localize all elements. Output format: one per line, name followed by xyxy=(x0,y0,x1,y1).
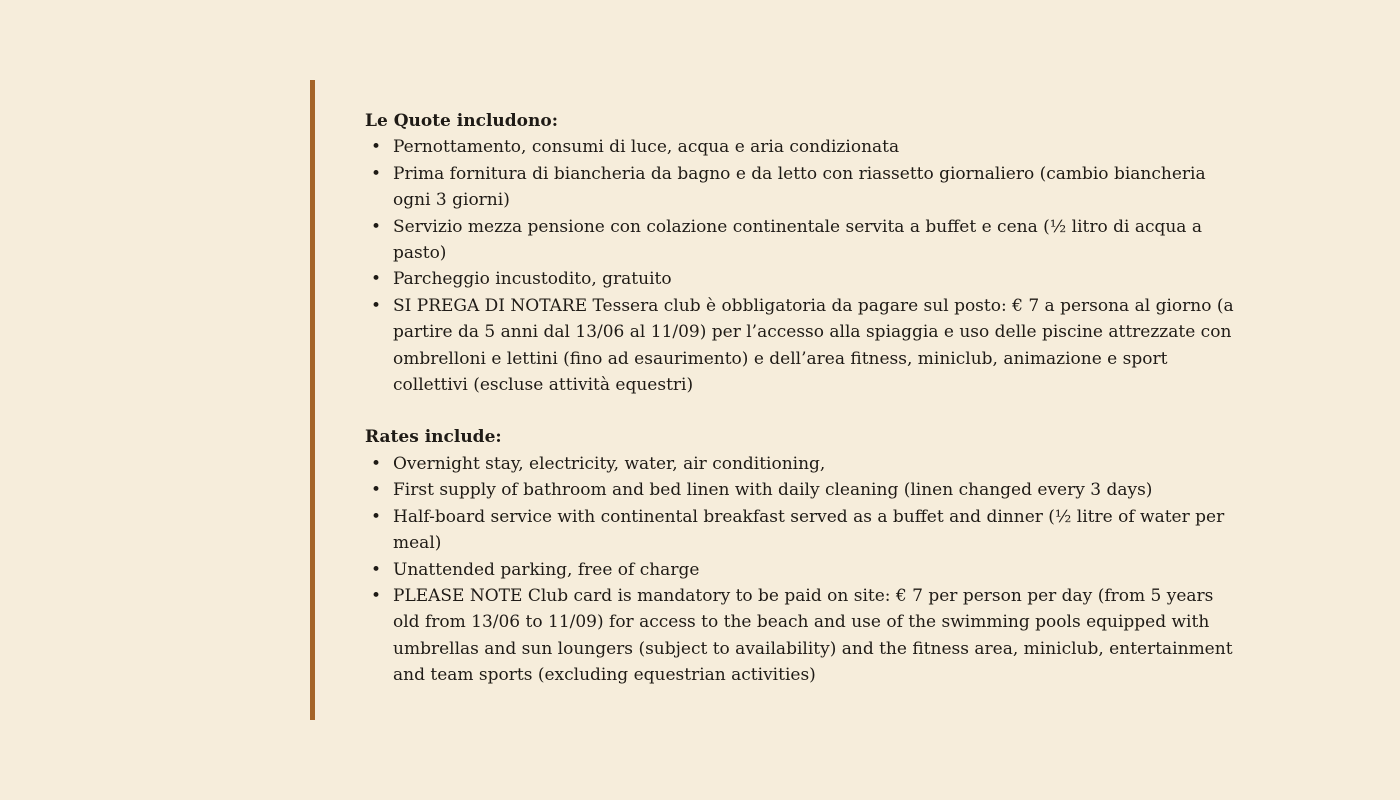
section-spacer xyxy=(365,398,1245,424)
english-bullet-list xyxy=(365,451,1245,689)
english-section xyxy=(365,424,1245,688)
list-item: • First supply of bathroom and bed linen with daily cleaning (linen changed every 3 days) xyxy=(365,477,1245,503)
accent-bar xyxy=(310,80,315,720)
section-heading-english: Rates include: xyxy=(365,427,502,448)
list-item: • Unattended parking, free of charge xyxy=(365,557,1245,583)
list-item: • Servizio mezza pensione con colazione continentale servita a buffet e cena (½ litro di acqua a pasto) xyxy=(365,214,1245,267)
list-item: • Pernottamento, consumi di luce, acqua e aria condizionata xyxy=(365,134,1245,160)
list-item: • Parcheggio incustodito, gratuito xyxy=(365,266,1245,292)
section-heading-italian: Le Quote includono: xyxy=(365,111,558,131)
list-item: • Half-board service with continental breakfast served as a buffet and dinner (½ litre of water per meal) xyxy=(365,504,1245,557)
rates-content xyxy=(365,108,1245,689)
list-item: • SI PREGA DI NOTARE Tessera club è obbligatoria da pagare sul posto: € 7 a persona al giorno (a partire da 5 anni dal 13/06 al 11/09) per l’accesso alla spiaggia e uso delle piscine attrezzate con ombrelloni e lettini (fino ad esaurimento) e dell’area fitness, miniclub, animazione e sport collettivi (escluse attività equestri) xyxy=(365,293,1245,399)
italian-bullet-list xyxy=(365,134,1245,398)
list-item: • PLEASE NOTE Club card is mandatory to be paid on site: € 7 per person per day (from 5 years old from 13/06 to 11/09) for access to the beach and use of the swimming pools equipped with umbrellas and sun loungers (subject to availability) and the fitness area, miniclub, entertainment and team sports (excluding equestrian activities) xyxy=(365,583,1245,689)
list-item: • Overnight stay, electricity, water, air conditioning, xyxy=(365,451,1245,477)
list-item: • Prima fornitura di biancheria da bagno e da letto con riassetto giornaliero (cambio biancheria ogni 3 giorni) xyxy=(365,161,1245,214)
italian-section xyxy=(365,108,1245,398)
